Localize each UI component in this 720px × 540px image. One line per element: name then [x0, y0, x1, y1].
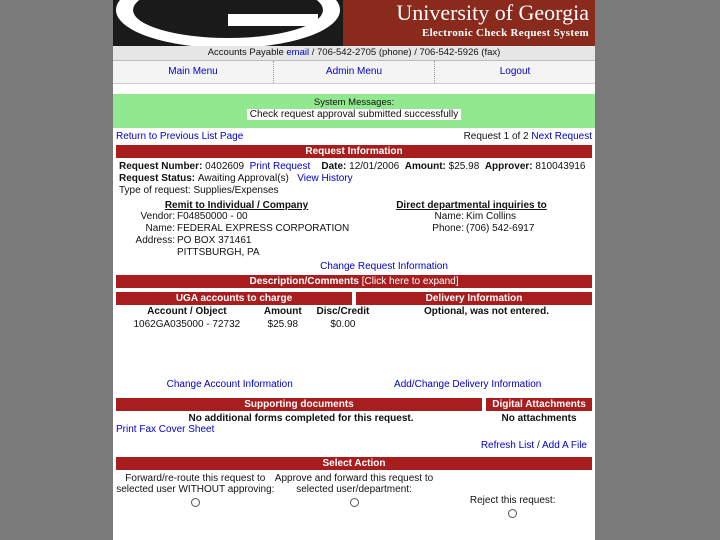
accounts-header-row	[116, 305, 378, 318]
delivery-header: Delivery Information	[356, 292, 592, 305]
reject-label: Reject this request:	[469, 495, 556, 506]
accounts-delivery-body	[113, 305, 595, 331]
address-row-2	[119, 247, 354, 259]
next-request-link[interactable]: Next Request	[531, 131, 592, 142]
type-label: Type of request:	[119, 185, 191, 196]
remit-title: Remit to Individual / Company	[164, 200, 309, 211]
description-header	[116, 275, 592, 288]
forward-radio[interactable]	[191, 498, 200, 507]
request-position-text: Request 1 of 2	[463, 131, 529, 142]
uga-logo	[113, 0, 343, 46]
request-line-3	[113, 184, 595, 196]
email-link[interactable]: email	[286, 47, 310, 58]
contact-phone-row	[354, 223, 589, 235]
forward-option	[116, 473, 275, 521]
view-history-link[interactable]: View History	[297, 173, 353, 184]
contact-name: Kim Collins	[466, 211, 517, 222]
address-line-1: PO BOX 371461	[177, 235, 252, 246]
vendor-id: F04850000 - 00	[177, 211, 248, 222]
system-message-text: Check request approval submitted successfully	[247, 109, 461, 120]
contact-bar	[113, 46, 595, 61]
vendor-name-label: Name:	[145, 223, 175, 234]
approve-option	[275, 473, 434, 521]
request-number-label: Request Number:	[119, 161, 203, 172]
documents-text: No additional forms completed for this request.	[188, 413, 414, 424]
system-subtitle: Electronic Check Request System	[421, 27, 589, 39]
accounts-header: UGA accounts to charge	[116, 292, 352, 305]
address-row	[119, 235, 354, 247]
delivery-text: Optional, was not entered.	[423, 306, 549, 317]
g-logo-icon	[113, 0, 343, 46]
banner	[113, 0, 595, 46]
col-account: Account / Object	[147, 306, 227, 317]
refresh-list-link[interactable]: Refresh List	[480, 440, 535, 451]
vendor-name-row	[119, 223, 354, 235]
description-title: Description/Comments	[249, 276, 359, 287]
approve-label: Approve and forward this request to selected user/department:	[274, 473, 434, 495]
inquiry-title: Direct departmental inquiries to	[396, 200, 547, 211]
request-type: Supplies/Expenses	[193, 185, 279, 196]
fax-row	[113, 424, 595, 435]
col-disc: Disc/Credit	[316, 306, 370, 317]
forward-label: Forward/re-route this request to selected user WITHOUT approving:	[116, 473, 275, 495]
table-row	[116, 318, 378, 331]
documents-headers	[113, 398, 595, 411]
accounts-table-wrap	[116, 305, 381, 331]
system-messages	[113, 94, 595, 128]
reject-option	[433, 473, 592, 521]
request-number: 0402609	[205, 161, 245, 172]
remit-column	[119, 200, 354, 259]
attachment-links	[113, 435, 595, 451]
account-disc: $0.00	[330, 319, 356, 330]
accounts-delivery-headers	[113, 292, 595, 305]
remit-and-inquiry	[113, 196, 595, 259]
print-request-link[interactable]: Print Request	[249, 161, 311, 172]
request-status: Awaiting Approval(s)	[197, 173, 289, 184]
attachments-header: Digital Attachments	[486, 398, 592, 411]
amount-label: Amount:	[404, 161, 446, 172]
attachments-text: No attachments	[501, 413, 577, 424]
vendor-label: Vendor:	[140, 211, 175, 222]
select-action-header: Select Action	[116, 457, 592, 470]
col-amount: Amount	[263, 306, 302, 317]
approve-radio[interactable]	[350, 498, 359, 507]
change-account-link[interactable]: Change Account Information	[166, 379, 293, 390]
address-line-2: PITTSBURGH, PA	[177, 247, 260, 258]
main-nav	[113, 61, 595, 84]
change-request-row	[113, 261, 595, 272]
contact-phone-label: Phone:	[432, 223, 464, 234]
logout-link[interactable]: Logout	[499, 66, 531, 77]
status-label: Request Status:	[119, 173, 196, 184]
expand-description-link[interactable]: [Click here to expand]	[361, 276, 459, 287]
request-info-header: Request Information	[116, 145, 592, 158]
change-links-row	[113, 379, 595, 390]
contact-prefix: Accounts Payable	[207, 47, 284, 58]
vendor-row	[119, 211, 354, 223]
account-amount: $25.98	[267, 319, 299, 330]
contact-phone: / 706-542-2705 (phone) / 706-542-5926 (fax)	[311, 47, 501, 58]
request-line-2	[113, 172, 595, 184]
request-date: 12/01/2006	[349, 161, 400, 172]
request-amount: $25.98	[448, 161, 480, 172]
request-line-1	[113, 158, 595, 172]
change-delivery-link[interactable]: Add/Change Delivery Information	[394, 379, 542, 390]
system-messages-header: System Messages:	[313, 97, 395, 108]
change-request-link[interactable]: Change Request Information	[320, 261, 448, 272]
return-to-list-link[interactable]: Return to Previous List Page	[116, 131, 244, 142]
date-label: Date:	[321, 161, 347, 172]
inquiry-column	[354, 200, 589, 259]
main-menu-link[interactable]: Main Menu	[113, 61, 274, 83]
address-label: Address:	[135, 235, 175, 246]
vendor-name: FEDERAL EXPRESS CORPORATION	[177, 223, 350, 234]
documents-row	[113, 411, 595, 424]
link-separator: /	[534, 440, 542, 451]
action-options	[113, 473, 595, 521]
contact-phone-value: (706) 542-6917	[466, 223, 535, 234]
request-position	[464, 131, 592, 142]
admin-menu-link[interactable]: Admin Menu	[274, 61, 435, 83]
accounts-table	[116, 305, 378, 331]
approver-label: Approver:	[484, 161, 533, 172]
check-request-page	[113, 0, 595, 540]
reject-radio[interactable]	[508, 509, 517, 518]
university-title: University of Georgia	[396, 0, 589, 25]
add-file-link[interactable]: Add A File	[541, 440, 587, 451]
supporting-docs-header: Supporting documents	[116, 398, 482, 411]
print-fax-cover-link[interactable]: Print Fax Cover Sheet	[116, 424, 215, 435]
approver-id: 810043916	[535, 161, 586, 172]
account-object: 1062GA035000 - 72732	[133, 319, 241, 330]
list-navigation	[113, 128, 595, 142]
contact-name-row	[354, 211, 589, 223]
contact-name-label: Name:	[434, 211, 464, 222]
